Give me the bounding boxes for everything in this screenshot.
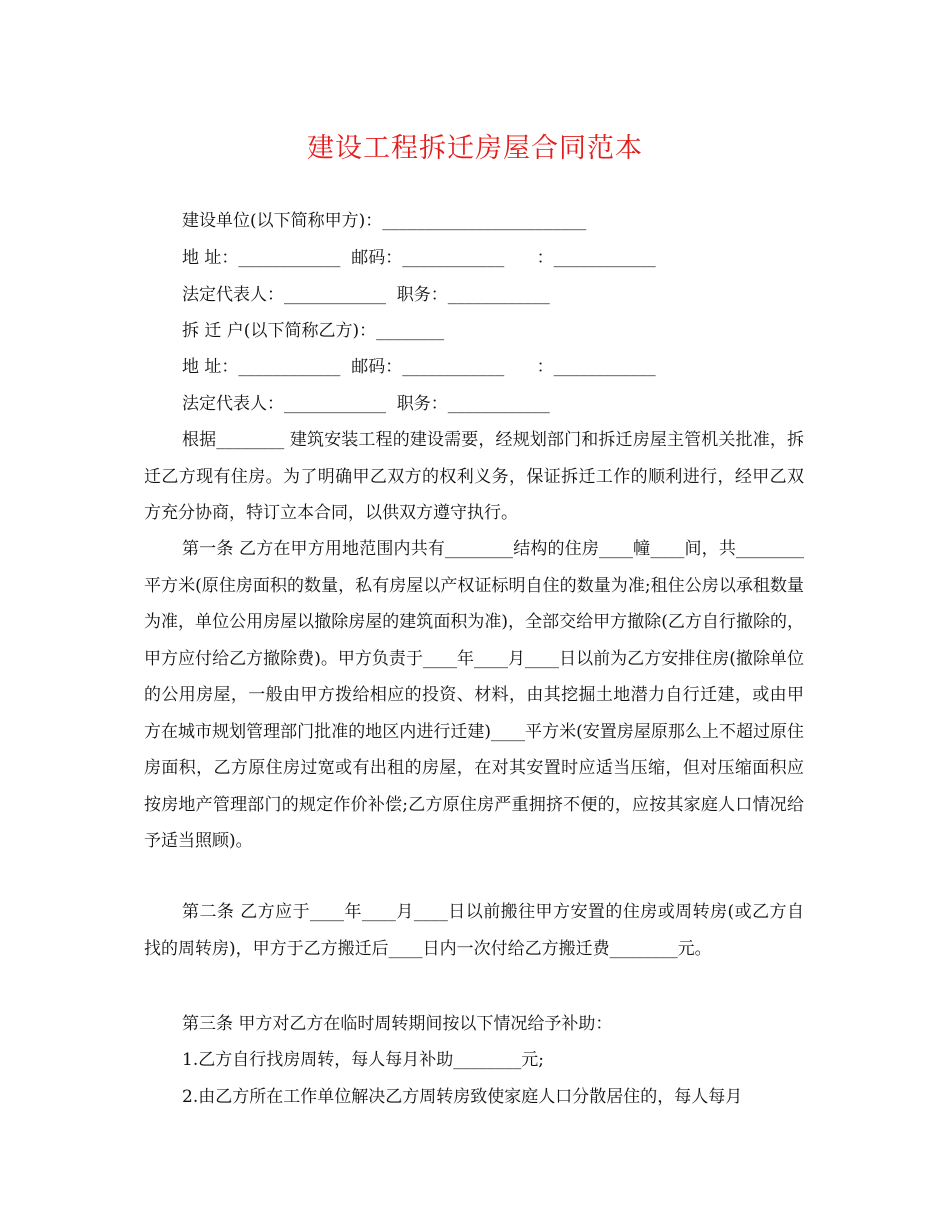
party-a-address: 地 址：____________ 邮码：____________ ：____________	[182, 248, 656, 268]
party-b-legal-rep: 法定代表人：____________ 职务：____________	[182, 394, 550, 414]
article-2-paragraph: 第二条 乙方应于____年____月____日以前搬往甲方安置的住房或周转房(或乙方自找的周转房)，甲方于乙方搬迁后____日内一次付给乙方搬迁费________元。	[144, 902, 804, 959]
article-1-paragraph: 第一条 乙方在甲方用地范围内共有________结构的住房____幢____间，共________平方米(原住房面积的数量，私有房屋以产权证标明自住的数量为准;租住公房以承租数量为准，单位公用房屋以撤除房屋的建筑面积为准)，全部交给甲方撤除(乙方自行撤除的，甲方应付给乙方撤除费)。甲方负责于____年____月____日以前为乙方安排住房(撤除单位的公用房屋，一般由甲方拨给相应的投资、材料，由其挖掘土地潜力自行迁建，或由甲方在城市规划管理部门批准的地区内进行迁建)____平方米(安置房屋原那么上不超过原住房面积，乙方原住房过宽或有出租的房屋，在对其安置时应适当压缩，但对压缩面积应按房地产管理部门的规定作价补偿;乙方原住房严重拥挤不便的，应按其家庭人口情况给予适当照顾)。	[144, 539, 804, 851]
party-a-unit: 建设单位(以下简称甲方)：________________________	[182, 211, 587, 231]
article-3-item-1: 1.乙方自行找房周转，每人每月补助________元;	[182, 1050, 544, 1070]
article-3-heading: 第三条 甲方对乙方在临时周转期间按以下情况给予补助：	[182, 1014, 613, 1034]
document-title: 建设工程拆迁房屋合同范本	[307, 133, 643, 164]
party-b-address: 地 址：____________ 邮码：____________ ：____________	[182, 357, 656, 377]
party-b-unit: 拆 迁 户(以下简称乙方)：________	[182, 321, 445, 341]
preamble-paragraph: 根据________ 建筑安装工程的建设需要，经规划部门和拆迁房屋主管机关批准，拆迁乙方现有住房。为了明确甲乙双方的权利义务，保证拆迁工作的顺利进行，经甲乙双方充分协商，特订立本合同，以供双方遵守执行。	[144, 430, 804, 523]
article-3-item-2: 2.由乙方所在工作单位解决乙方周转房致使家庭人口分散居住的，每人每月	[182, 1087, 743, 1107]
party-a-legal-rep: 法定代表人：____________ 职务：____________	[182, 285, 550, 305]
